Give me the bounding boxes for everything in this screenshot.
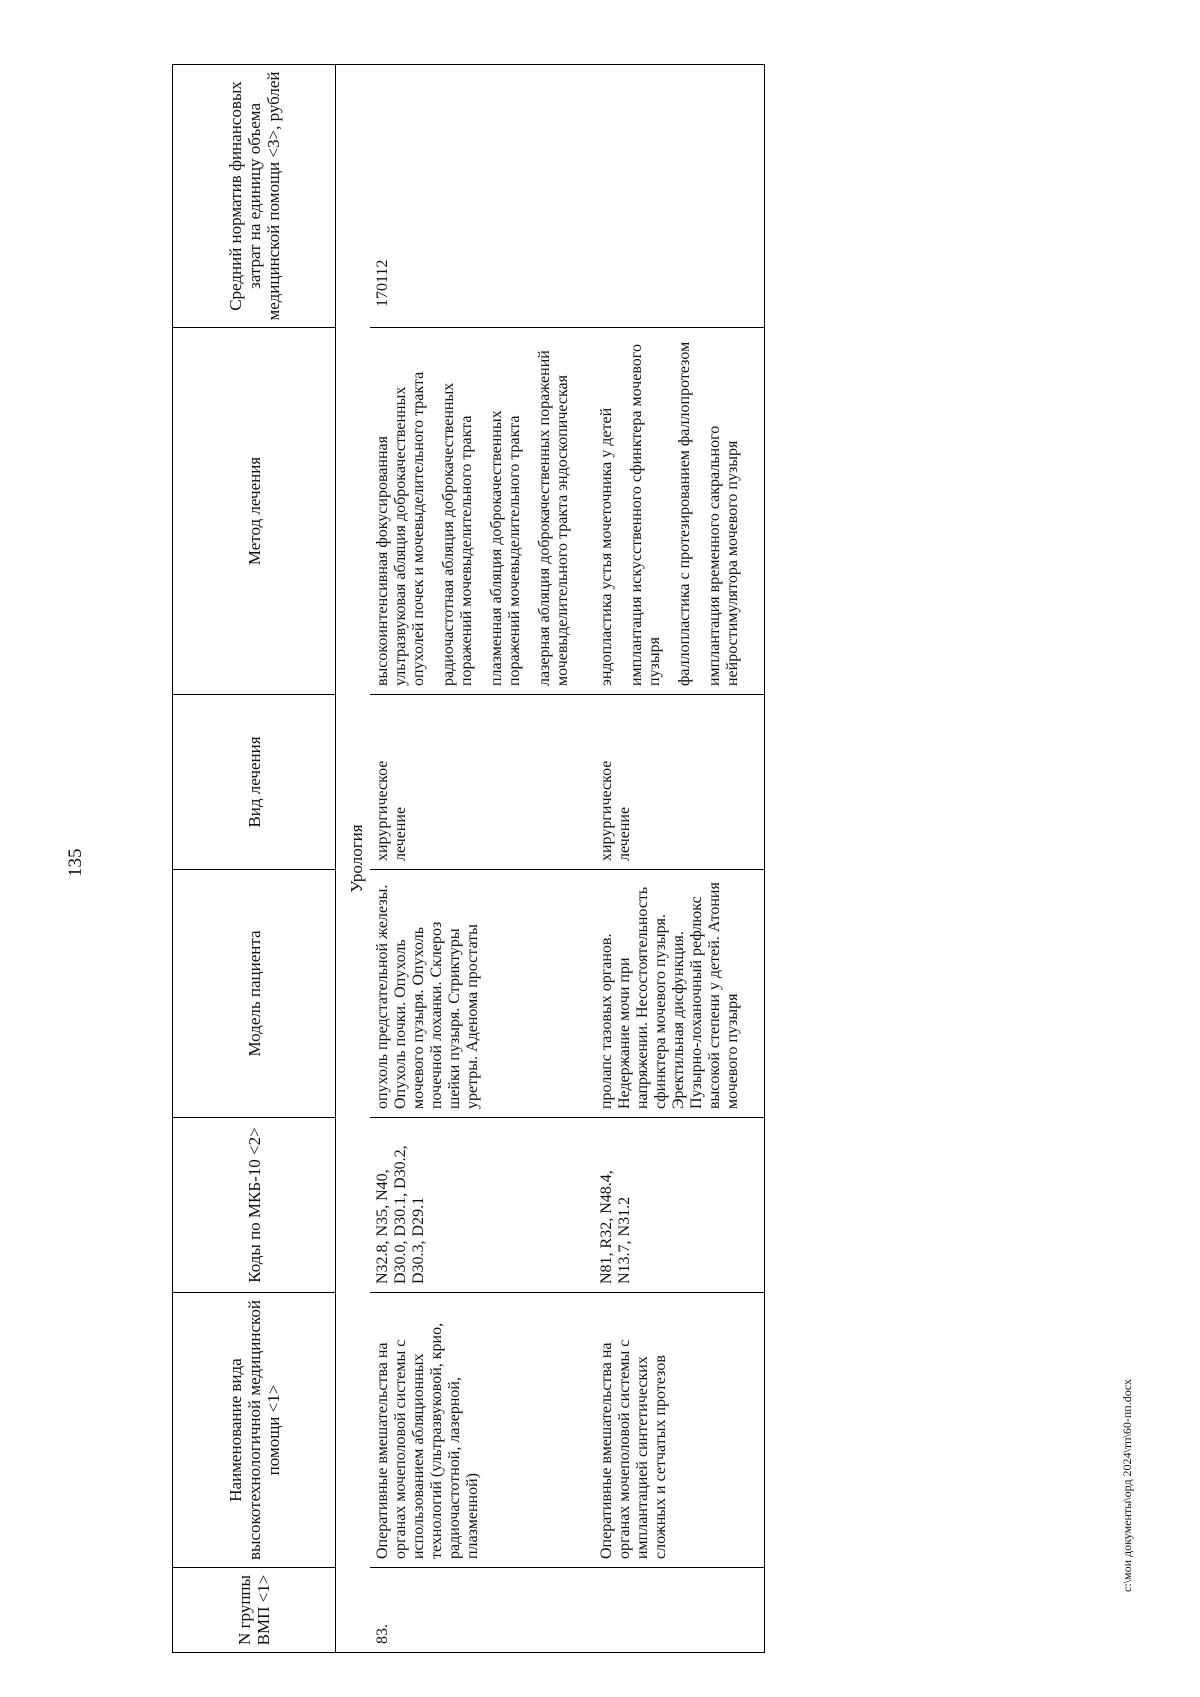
treatment-method: эндопластика устья мочеточника у детей <box>598 407 615 686</box>
treatment-methods <box>594 328 765 695</box>
group-number <box>594 1568 765 1653</box>
treatment-methods <box>370 328 594 695</box>
treatment-method: высокоинтенсивная фокусированная ультразвуковая абляция доброкачественных опухолей почек и мочевыделительного тракта <box>374 371 427 686</box>
patient-model: пролапс тазовых органов. Недержание мочи при напряжении. Несостоятельность сфинктера мочевого пузыря. Эректильная дисфункция. Пузырно-лоханочный рефлюкс высокой степени у детей. Атония мочевого пузыря <box>594 870 765 1118</box>
treatment-type: хирургическое лечение <box>370 695 594 870</box>
treatment-method: имплантация искусственного сфинктера мочевого пузыря <box>628 344 663 686</box>
header-name: Наименование вида высокотехнологичной медицинской помощи <1> <box>173 1293 336 1568</box>
vmp-name: Оперативные вмешательства на органах мочеполовой системы с имплантацией синтетических сложных и сетчатых протезов <box>594 1293 765 1568</box>
cost: 170112 <box>370 65 594 328</box>
section-row <box>336 65 371 1653</box>
icd-codes: N81, R32, N48.4, N13.7, N31.2 <box>594 1118 765 1293</box>
table-header-row <box>173 65 336 1653</box>
treatment-method: радиочастотная абляция доброкачественных поражений мочевыделительного тракта <box>440 382 475 686</box>
patient-model: опухоль предстательной железы. Опухоль почки. Опухоль мочевого пузыря. Опухоль почечной лоханки. Склероз шейки пузыря. Стриктуры уретры. Аденома простаты <box>370 870 594 1118</box>
group-number: 83. <box>370 1568 594 1653</box>
header-codes: Коды по МКБ-10 <2> <box>173 1118 336 1293</box>
treatment-method: лазерная абляция доброкачественных поражений мочевыделительного тракта эндоскопическая <box>536 350 571 686</box>
vmp-name: Оперативные вмешательства на органах мочеполовой системы с использованием абляционных технологий (ультразвуковой, крио, радиочастотной, лазерной, плазменной) <box>370 1293 594 1568</box>
cost <box>594 65 765 328</box>
table-row <box>370 65 594 1653</box>
treatment-type: хирургическое лечение <box>594 695 765 870</box>
header-treatment-type: Вид лечения <box>173 695 336 870</box>
treatment-method: плазменная абляция доброкачественных поражений мочевыделительного тракта <box>488 410 523 686</box>
treatment-method: имплантация временного сакрального нейростимулятора мочевого пузыря <box>706 425 741 686</box>
vmp-table <box>172 64 765 1653</box>
header-cost: Средний норматив финансовых затрат на единицу объема медицинской помощи <3>, рублей <box>173 65 336 328</box>
header-group-number: N группы ВМП <1> <box>173 1568 336 1653</box>
icd-codes: N32.8, N35, N40, D30.0, D30.1, D30.2, D30.3, D29.1 <box>370 1118 594 1293</box>
page-number: 135 <box>65 848 86 877</box>
section-title: Урология <box>336 65 371 1653</box>
header-treatment-method: Метод лечения <box>173 328 336 695</box>
treatment-method: фаллопластика с протезированием фаллопротезом <box>676 341 693 686</box>
footer-file-path: c:\мои документы\орд 2024\тп\60-пп.docx <box>1120 1378 1134 1592</box>
table-row <box>594 65 765 1653</box>
header-patient-model: Модель пациента <box>173 870 336 1118</box>
